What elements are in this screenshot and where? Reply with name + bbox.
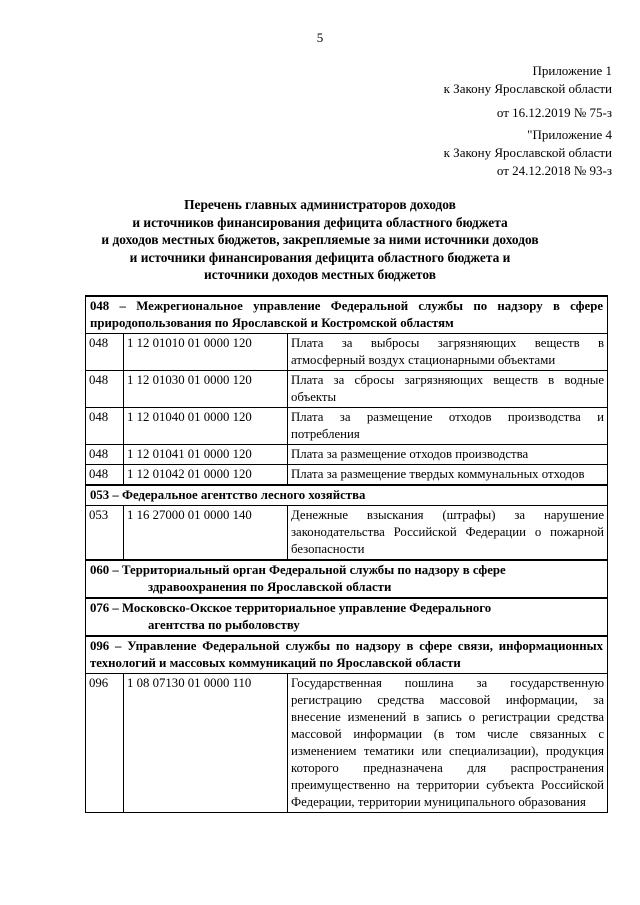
table-row: [86, 408, 608, 445]
section-header-line: агентства по рыболовству: [148, 618, 300, 632]
section-header-line: 060 – Территориальный орган Федеральной службы по надзору в сфере: [90, 563, 506, 577]
description-cell: Плата за размещение твердых коммунальных отходов: [288, 465, 608, 486]
description-cell: Плата за сбросы загрязняющих веществ в водные объекты: [288, 371, 608, 408]
description-cell: Плата за размещение отходов производства: [288, 445, 608, 465]
appendix-4-title: "Приложение 4: [527, 127, 612, 142]
admin-code-cell: 053: [86, 506, 124, 561]
section-header: 096 – Управление Федеральной службы по надзору в сфере связи, информационных технологий и массовых коммуникаций по Ярославской области: [86, 636, 608, 674]
admin-code-cell: 096: [86, 674, 124, 813]
title-line: и доходов местных бюджетов, закрепляемые за ними источники доходов: [101, 232, 539, 247]
description-cell: Денежные взыскания (штрафы) за нарушение законодательства Российской Федерации о пожарной безопасности: [288, 506, 608, 561]
appendix-4-reference: [444, 126, 612, 180]
description-cell: Плата за размещение отходов производства и потребления: [288, 408, 608, 445]
section-header: 048 – Межрегиональное управление Федеральной службы по надзору в сфере природопользования по Ярославской и Костромской областям: [86, 296, 608, 334]
kbk-code-cell: 1 08 07130 01 0000 110: [124, 674, 288, 813]
kbk-code-cell: 1 12 01041 01 0000 120: [124, 445, 288, 465]
title-line: Перечень главных администраторов доходов: [184, 197, 456, 212]
admin-code-cell: 048: [86, 334, 124, 371]
kbk-code-cell: 1 12 01010 01 0000 120: [124, 334, 288, 371]
section-header-line: здравоохранения по Ярославской области: [148, 580, 392, 594]
description-cell: Государственная пошлина за государственную регистрацию средства массовой информации, за внесение изменений в запись о регистрации средства массовой информации (в том числе связанных с изменением тематики или специализации), продукция которого предназначена для распространения преимущественно на территории субъекта Российской Федерации, территории муниципального образования: [288, 674, 608, 813]
section-header-row: [86, 598, 608, 636]
table-row: [86, 674, 608, 813]
kbk-code-cell: 1 12 01040 01 0000 120: [124, 408, 288, 445]
section-header-row: [86, 636, 608, 674]
table-row: [86, 445, 608, 465]
table-row: [86, 334, 608, 371]
document-title: [80, 196, 560, 284]
appendix-1-title: Приложение 1: [532, 63, 612, 78]
admin-code-cell: 048: [86, 445, 124, 465]
title-line: и источников финансирования дефицита областного бюджета: [132, 214, 508, 230]
section-header-line: 076 – Московско-Окское территориальное управление Федерального: [90, 601, 492, 615]
section-header: [86, 560, 608, 598]
title-line: и источники финансирования дефицита областного бюджета и: [129, 249, 511, 265]
page-number: 5: [316, 30, 324, 45]
section-header-row: [86, 296, 608, 334]
description-cell: Плата за выбросы загрязняющих веществ в атмосферный воздух стационарными объектами: [288, 334, 608, 371]
section-header: [86, 598, 608, 636]
administrators-table: [85, 295, 608, 813]
admin-code-cell: 048: [86, 371, 124, 408]
appendix-1-reference: [444, 62, 612, 122]
appendix-1-law: к Закону Ярославской области: [443, 81, 612, 96]
section-header-row: [86, 485, 608, 506]
appendix-4-date: от 24.12.2018 № 93-з: [496, 163, 612, 178]
admin-code-cell: 048: [86, 408, 124, 445]
table-row: [86, 371, 608, 408]
appendix-4-law: к Закону Ярославской области: [443, 145, 612, 160]
admin-code-cell: 048: [86, 465, 124, 486]
table-row: [86, 506, 608, 561]
section-header-row: [86, 560, 608, 598]
table-row: [86, 465, 608, 486]
kbk-code-cell: 1 16 27000 01 0000 140: [124, 506, 288, 561]
appendix-1-date: от 16.12.2019 № 75-з: [496, 105, 612, 120]
kbk-code-cell: 1 12 01042 01 0000 120: [124, 465, 288, 486]
section-header: 053 – Федеральное агентство лесного хозяйства: [86, 485, 608, 506]
kbk-code-cell: 1 12 01030 01 0000 120: [124, 371, 288, 408]
title-line: источники доходов местных бюджетов: [204, 267, 436, 282]
